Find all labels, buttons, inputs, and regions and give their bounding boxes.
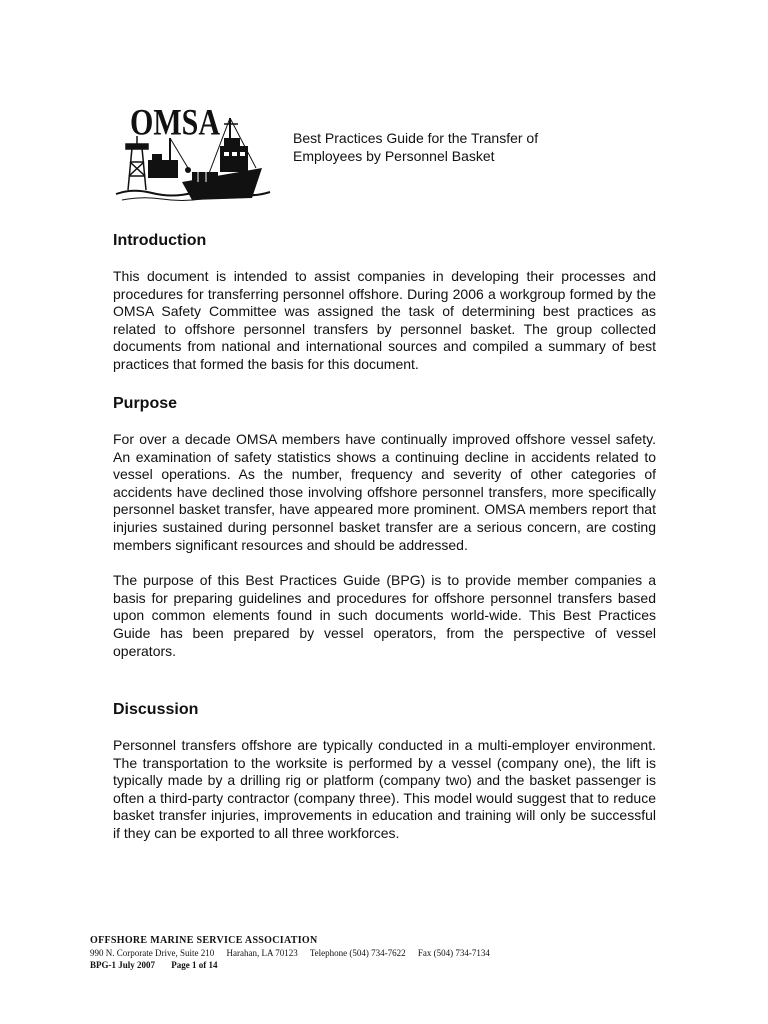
footer-page-number: Page 1 of 14: [171, 960, 218, 970]
document-title: [293, 129, 593, 165]
section-purpose: [113, 394, 656, 660]
page-footer: [90, 935, 690, 971]
footer-meta: [90, 959, 690, 971]
footer-organization: OFFSHORE MARINE SERVICE ASSOCIATION: [90, 935, 318, 946]
section-paragraph: This document is intended to assist companies in developing their processes and procedures for transferring personnel offshore. During 2006 a workgroup formed by the OMSA Safety Committee was assigned the task of determining best practices as related to offshore personnel transfers by personnel basket. The group collected documents from national and international sources and compiled a summary of best practices that formed the basis for this document.: [113, 268, 656, 372]
footer-telephone: Telephone (504) 734-7622: [309, 948, 406, 958]
footer-street: 990 N. Corporate Drive, Suite 210: [90, 948, 215, 958]
section-paragraph: The purpose of this Best Practices Guide (BPG) is to provide member companies a basis for preparing guidelines and procedures for offshore personnel transfers based upon common elements found in such documents world-wide. This Best Practices Guide has been prepared by vessel operators, from the perspective of vessel operators.: [113, 572, 656, 659]
logo-text: OMSA: [130, 102, 220, 144]
section-heading: Introduction: [113, 232, 207, 249]
footer-address: [90, 947, 690, 959]
section-introduction: [113, 231, 656, 374]
section-paragraph: Personnel transfers offshore are typically conducted in a multi-employer environment. The transportation to the worksite is performed by a vessel (company one), the lift is typically made by a drilling rig or platform (company two) and the basket passenger is often a third-party contractor (company three). This model would suggest that to reduce basket transfer injuries, improvements in education and training will only be successful if they can be exported to all three workforces.: [113, 737, 656, 841]
section-heading: Discussion: [113, 701, 199, 718]
document-title-line-1: Best Practices Guide for the Transfer of: [293, 130, 539, 146]
section-discussion: [113, 700, 656, 843]
footer-doc-id: BPG-1 July 2007: [90, 960, 156, 970]
section-heading: Purpose: [113, 395, 178, 412]
document-title-line-2: Employees by Personnel Basket: [293, 148, 495, 164]
footer-fax: Fax (504) 734-7134: [417, 948, 490, 958]
omsa-logo: [112, 98, 272, 210]
footer-city: Harahan, LA 70123: [226, 948, 298, 958]
section-paragraph: For over a decade OMSA members have continually improved offshore vessel safety. An examination of safety statistics shows a continuing decline in accidents related to vessel operations. As the number, frequency and severity of other categories of accidents have declined those involving offshore personnel transfers, more specifically personnel basket transfer, have appeared more prominent. OMSA members report that injuries sustained during personnel basket transfer are a serious concern, are costing members significant resources and should be addressed.: [113, 431, 656, 553]
